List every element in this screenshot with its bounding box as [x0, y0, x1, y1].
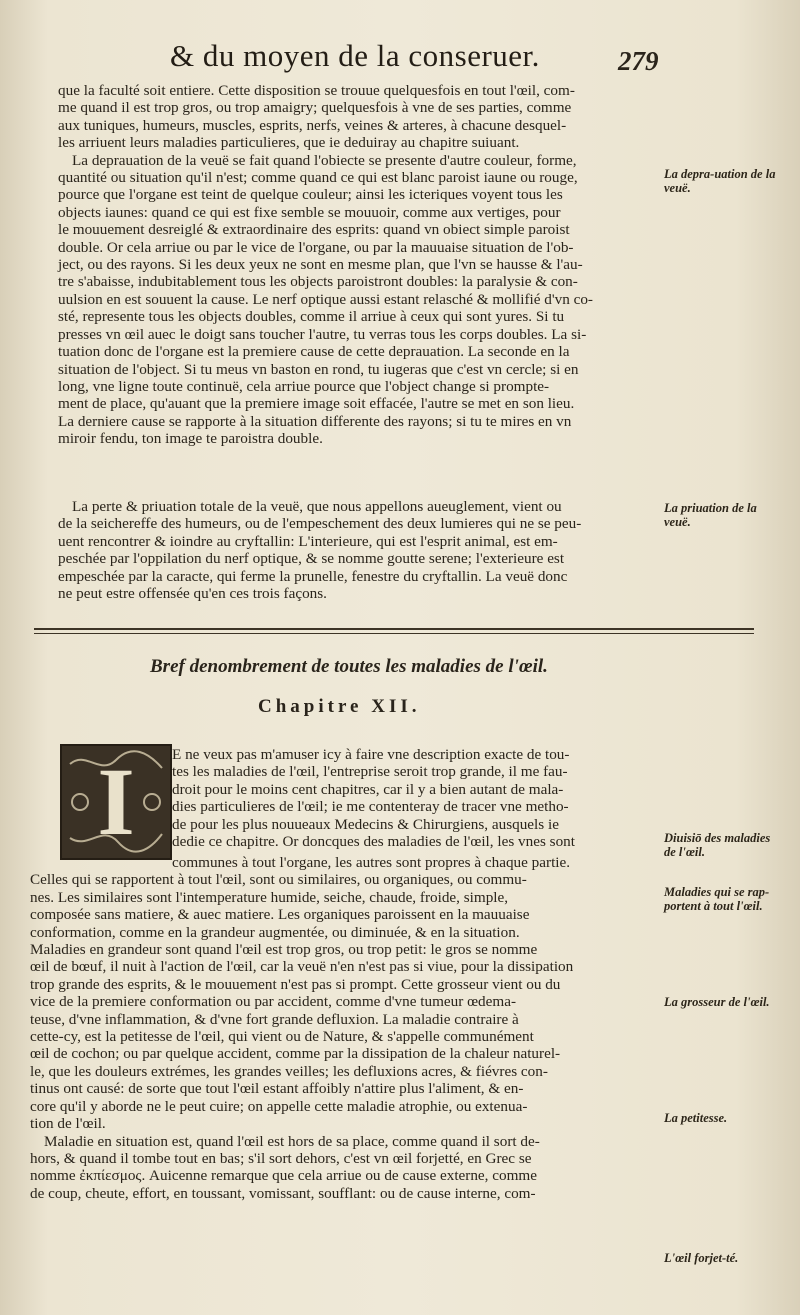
divider-rule	[34, 628, 754, 634]
text-line: quantité ou situation qu'il n'est; comme quand ce qui est blanc paroist iaune ou rouge,	[58, 169, 578, 187]
text-line: La derniere cause se rapporte à la situation differente des rayons; si tu te mires en vn	[58, 412, 572, 430]
text-line: objects iaunes: quand ce qui est fixe semble se mouuoir, comme aux vertiges, pour	[58, 203, 561, 221]
text-line: communes à tout l'organe, les autres sont propres à chaque partie.	[172, 854, 571, 871]
text-line: œil de cochon; ou par quelque accident, comme par la dissipation de la chaleur naturel-	[30, 1045, 561, 1063]
page-number: 279	[618, 46, 659, 76]
margin-note-depravation: La depra-uation de la veuë.	[664, 167, 776, 195]
text-line: E ne veux pas m'amuser icy à faire vne description exacte de tou-	[172, 746, 570, 763]
text-line: ject, ou des rayons. Si les deux yeux ne sont en mesme plan, que l'vn se hausse & l'au-	[58, 256, 583, 274]
text-line: que la faculté soit entiere. Cette disposition se trouue quelquesfois en tout l'œil, com-	[58, 82, 575, 99]
text-line: aux tuniques, humeurs, muscles, esprits, nerfs, veines & arteres, à chacune desquel-	[58, 116, 567, 134]
text-line: pource que l'organe est teint de quelque couleur; ainsi les icteriques voyent tous les	[58, 186, 563, 204]
text-line: tes les maladies de l'œil, l'entreprise seroit trop grande, il me fau-	[172, 763, 568, 781]
text-line: hors, & quand il tombe tout en bas; s'il sort dehors, c'est vn œil forjetté, en Grec se	[30, 1149, 532, 1167]
text-line: peschée par l'oppilation du nerf optique, & se nomme goutte serene; l'exterieure est	[58, 550, 565, 568]
margin-note-oeil-forjete: L'œil forjet-té.	[664, 1251, 739, 1265]
chapter-title: Chapitre XII.	[258, 696, 421, 717]
text-line: les arriuent leurs maladies particulieres, que ie deduiray au chapitre suiuant.	[58, 134, 520, 152]
text-line: trop grande des esprits, & le mouuement n'est pas si prompt. Cette grosseur vient ou du	[30, 975, 561, 993]
margin-note-division: Diuisiō des maladies de l'œil.	[664, 831, 771, 859]
text-line: teuse, d'vne inflammation, & d'vne fort grande defluxion. La maladie contraire à	[30, 1010, 519, 1028]
text-line: dedie ce chapitre. Or doncques des maladies de l'œil, les vnes sont	[172, 833, 575, 851]
text-line: presses vn œil auec le doigt sans toucher l'autre, tu verras tous les corps doubles. La si-	[58, 325, 587, 343]
margin-note-privation: La priuation de la veuë.	[664, 501, 757, 529]
text-line: Maladie en situation est, quand l'œil est hors de sa place, comme quand il sort de-	[44, 1132, 540, 1150]
text-line: œil de bœuf, il nuit à l'action de l'œil, car la veuë n'en n'est pas si viue, pour la dissipation	[30, 958, 574, 976]
text-line: tion de l'œil.	[30, 1115, 106, 1133]
text-line: uent rencontrer & ioindre au cryftallin: L'interieure, qui est l'esprit animal, est em-	[58, 532, 558, 550]
text-line: Maladies en grandeur sont quand l'œil est trop gros, ou trop petit: le gros se nomme	[30, 941, 538, 959]
paragraph-block-3	[30, 854, 656, 1202]
text-line: le mouuement desreiglé & extraordinaire des esprits: quand vn obiect simple paroist	[58, 221, 570, 239]
text-line: long, vne ligne toute continuë, cela arriue pource que l'object change si prompte-	[58, 377, 550, 395]
text-line: dies particulieres de l'œil; ie me contenteray de tracer vne metho-	[172, 798, 569, 816]
paragraph-block-1	[58, 82, 658, 448]
text-line: nes. Les similaires sont l'intemperature humide, seiche, chaude, froide, simple,	[30, 888, 509, 906]
text-line: droit pour le moins cent chapitres, car il y a bien autant de mala-	[172, 780, 564, 798]
running-header	[170, 38, 670, 84]
text-line: uulsion en est souuent la cause. Le nerf optique aussi estant relasché & mollifié d'vn co-	[58, 290, 593, 308]
section-title: Bref denombrement de toutes les maladies de l'œil.	[150, 656, 548, 677]
text-line: composée sans matiere, & auec matiere. Les organiques paroissent en la mauuaise	[30, 906, 530, 924]
text-line: de coup, cheute, effort, en toussant, vomissant, soufflant: ou de cause interne, com-	[30, 1184, 536, 1202]
running-title: & du moyen de la conseruer.	[170, 38, 540, 73]
margin-note-petitesse: La petitesse.	[664, 1111, 728, 1125]
chapter-opening-lines	[172, 746, 656, 850]
dropcap-letter: I	[97, 748, 135, 855]
text-line: miroir fendu, ton image te paroistra double.	[58, 430, 323, 448]
text-line: La deprauation de la veuë se fait quand l'obiecte se presente d'autre couleur, forme,	[72, 151, 577, 169]
ornamental-initial	[60, 744, 172, 860]
text-line: situation de l'object. Si tu meus vn baston en rond, tu iugeras que c'est vn cercle; si en	[58, 360, 579, 378]
text-line: conformation, comme en la grandeur augmentée, ou diminuée, & en la situation.	[30, 923, 520, 941]
text-line: La perte & priuation totale de la veuë, que nous appellons aueuglement, vient ou	[72, 498, 562, 515]
text-line: empeschée par la caracte, qui ferme la prunelle, fenestre du cryftallin. La veuë donc	[58, 567, 568, 585]
text-line: tre s'abaisse, indubitablement tous les objects paroistront doubles: la paralysie & con-	[58, 273, 578, 291]
margin-note-maladies-tout: Maladies qui se rap-portent à tout l'œil.	[664, 885, 770, 913]
text-line: vice de la premiere conformation ou par accident, comme d'vne tumeur œdema-	[30, 993, 516, 1011]
text-line: nomme ἐκπίεσμος. Auicenne remarque que cela arriue ou de cause externe, comme	[30, 1167, 537, 1185]
text-line: Celles qui se rapportent à tout l'œil, sont ou similaires, ou organiques, ou commu-	[30, 871, 527, 889]
margin-note-grosseur: La grosseur de l'œil.	[664, 995, 770, 1009]
text-line: me quand il est trop gros, ou trop amaigry; quelquesfois à vne de ses parties, comme	[58, 99, 572, 117]
text-line: ne peut estre offensée qu'en ces trois façons.	[58, 585, 327, 603]
text-line: le, que les douleurs extrémes, les grandes veilles; les defluxions acres, & fiévres con-	[30, 1062, 548, 1080]
text-line: sté, represente tous les objects doubles, comme il arriue à ceux qui sont yures. Si tu	[58, 308, 565, 326]
text-line: tuation donc de l'organe est la premiere cause de cette deprauation. La seconde en la	[58, 343, 570, 361]
text-line: core qu'il y aborde ne le peut cuire; on appelle cette maladie atrophie, ou extenua-	[30, 1097, 528, 1115]
paragraph-block-2	[58, 498, 658, 602]
text-line: de la seichereffe des humeurs, ou de l'empeschement des deux lumieres qui ne se peu-	[58, 515, 582, 533]
text-line: de pour les plus nouueaux Medecins & Chirurgiens, ausquels ie	[172, 815, 559, 833]
text-line: double. Or cela arriue ou par le vice de l'organe, ou par la mauuaise situation de l'ob-	[58, 238, 574, 256]
text-line: tinus ont causé: de sorte que tout l'œil estant affoibly n'attire plus l'aliment, & en-	[30, 1080, 524, 1098]
text-line: ment de place, qu'auant que la premiere image soit effacée, l'autre se met en son lieu.	[58, 395, 575, 413]
text-line: cette-cy, est la petitesse de l'œil, qui vient ou de Nature, & s'appelle communément	[30, 1028, 534, 1046]
